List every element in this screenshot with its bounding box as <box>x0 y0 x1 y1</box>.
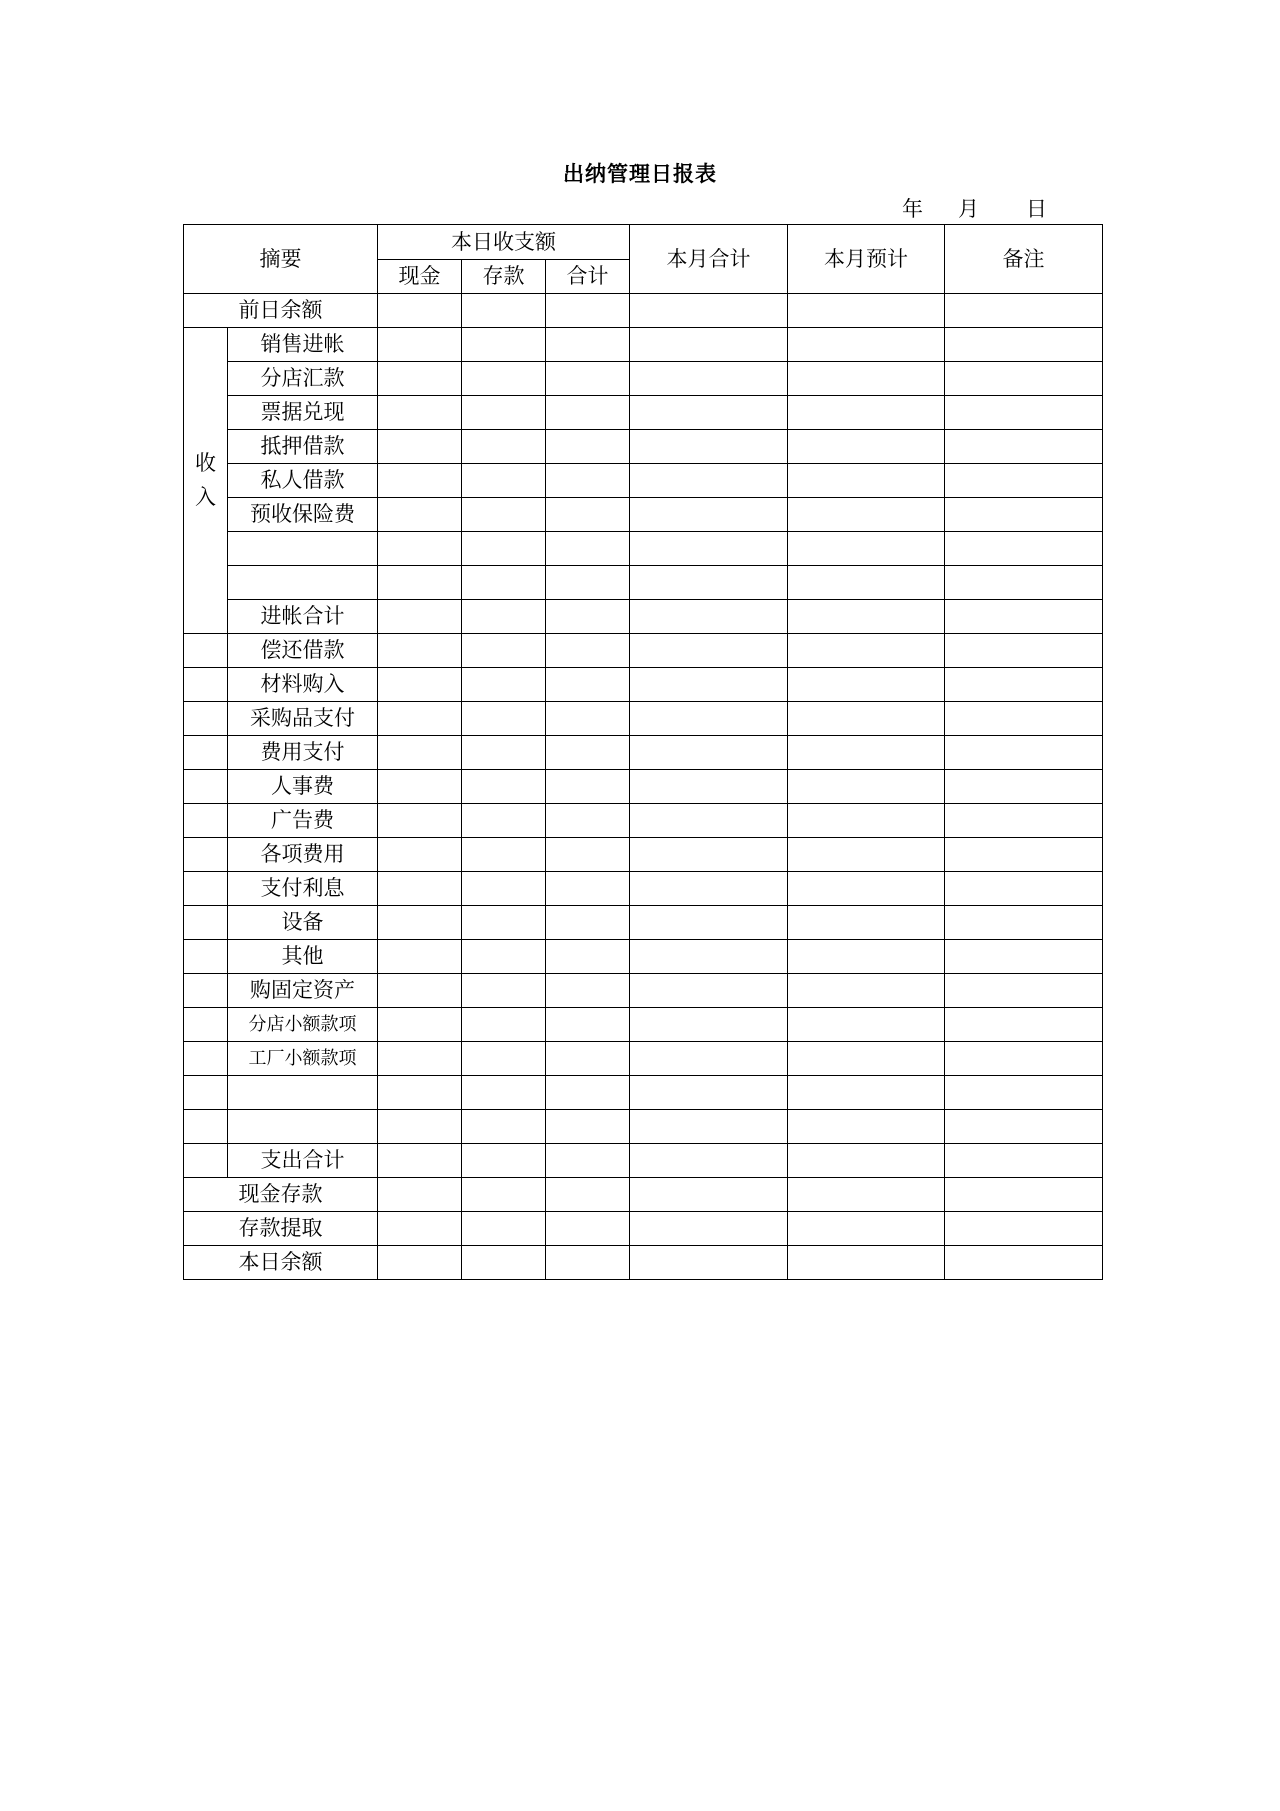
cell-month-forecast[interactable] <box>788 974 945 1008</box>
cell-cash[interactable] <box>378 1042 462 1076</box>
expense-item-label <box>228 1076 378 1110</box>
expense-group-cell <box>184 634 228 668</box>
cell-deposit[interactable] <box>462 498 546 532</box>
cell-remarks[interactable] <box>945 940 1103 974</box>
cell-month-forecast[interactable] <box>788 328 945 362</box>
cell-deposit[interactable] <box>462 464 546 498</box>
cell-deposit[interactable] <box>462 906 546 940</box>
row-expense <box>184 668 1103 702</box>
cell-deposit[interactable] <box>462 804 546 838</box>
cell-cash[interactable] <box>378 668 462 702</box>
row-income <box>184 362 1103 396</box>
cell-total[interactable] <box>546 906 630 940</box>
expense-item-label: 采购品支付 <box>228 702 378 736</box>
cell-remarks[interactable] <box>945 1110 1103 1144</box>
row-income <box>184 464 1103 498</box>
row-income <box>184 566 1103 600</box>
row-expense <box>184 1110 1103 1144</box>
cell-cash[interactable] <box>378 1144 462 1178</box>
row-expense <box>184 1144 1103 1178</box>
row-income <box>184 328 1103 362</box>
income-item-label: 抵押借款 <box>228 430 378 464</box>
cell-total[interactable] <box>546 1042 630 1076</box>
cell-remarks[interactable] <box>945 362 1103 396</box>
page-title: 出纳管理日报表 <box>563 161 717 186</box>
row-expense <box>184 1076 1103 1110</box>
cashier-daily-report-table <box>183 224 1103 1280</box>
cell-cash[interactable] <box>378 1246 462 1280</box>
cell-cash[interactable] <box>378 566 462 600</box>
header-month-total: 本月合计 <box>630 225 788 294</box>
income-item-label: 销售进帐 <box>228 328 378 362</box>
cell-cash[interactable] <box>378 396 462 430</box>
cell-remarks[interactable] <box>945 906 1103 940</box>
cell-deposit[interactable] <box>462 1008 546 1042</box>
cell-cash[interactable] <box>378 294 462 328</box>
cell-deposit[interactable] <box>462 532 546 566</box>
summary-item-label: 存款提取 <box>184 1212 378 1246</box>
expense-item-label: 费用支付 <box>228 736 378 770</box>
cell-month-forecast[interactable] <box>788 702 945 736</box>
cell-cash[interactable] <box>378 1212 462 1246</box>
expense-item-label: 支付利息 <box>228 872 378 906</box>
cell-deposit[interactable] <box>462 702 546 736</box>
cell-total[interactable] <box>546 1110 630 1144</box>
expense-item-label: 其他 <box>228 940 378 974</box>
row-income <box>184 600 1103 634</box>
row-summary <box>184 1178 1103 1212</box>
label-prev-balance: 前日余额 <box>184 294 378 328</box>
cell-remarks[interactable] <box>945 634 1103 668</box>
row-expense <box>184 770 1103 804</box>
row-income <box>184 430 1103 464</box>
cell-total[interactable] <box>546 328 630 362</box>
cell-month-total[interactable] <box>630 430 788 464</box>
cell-month-forecast[interactable] <box>788 362 945 396</box>
cell-remarks[interactable] <box>945 532 1103 566</box>
header-cash: 现金 <box>378 260 462 294</box>
cell-remarks[interactable] <box>945 1144 1103 1178</box>
cell-month-total[interactable] <box>630 1076 788 1110</box>
cell-month-total[interactable] <box>630 396 788 430</box>
row-expense <box>184 940 1103 974</box>
cell-month-total[interactable] <box>630 838 788 872</box>
cell-month-forecast[interactable] <box>788 804 945 838</box>
cell-month-forecast[interactable] <box>788 294 945 328</box>
row-expense <box>184 804 1103 838</box>
cell-remarks[interactable] <box>945 430 1103 464</box>
cell-deposit[interactable] <box>462 1076 546 1110</box>
cell-deposit[interactable] <box>462 1178 546 1212</box>
cell-total[interactable] <box>546 974 630 1008</box>
cell-month-forecast[interactable] <box>788 532 945 566</box>
expense-item-label: 支出合计 <box>228 1144 378 1178</box>
cell-remarks[interactable] <box>945 498 1103 532</box>
cell-month-total[interactable] <box>630 600 788 634</box>
expense-group-cell <box>184 940 228 974</box>
cell-remarks[interactable] <box>945 1246 1103 1280</box>
cell-deposit[interactable] <box>462 362 546 396</box>
cell-month-forecast[interactable] <box>788 1246 945 1280</box>
cell-deposit[interactable] <box>462 430 546 464</box>
income-item-label: 预收保险费 <box>228 498 378 532</box>
header-row-1 <box>184 225 1103 260</box>
cell-deposit[interactable] <box>462 838 546 872</box>
cell-month-forecast[interactable] <box>788 838 945 872</box>
date-year-label: 年 <box>902 197 923 221</box>
cell-cash[interactable] <box>378 804 462 838</box>
cell-month-forecast[interactable] <box>788 498 945 532</box>
row-expense <box>184 702 1103 736</box>
header-summary: 摘要 <box>184 225 378 294</box>
cell-month-forecast[interactable] <box>788 396 945 430</box>
expense-item-label <box>228 1110 378 1144</box>
cell-total[interactable] <box>546 1144 630 1178</box>
cell-month-forecast[interactable] <box>788 1008 945 1042</box>
cell-month-total[interactable] <box>630 294 788 328</box>
income-item-label: 私人借款 <box>228 464 378 498</box>
cell-deposit[interactable] <box>462 1042 546 1076</box>
expense-item-label: 各项费用 <box>228 838 378 872</box>
cell-month-forecast[interactable] <box>788 940 945 974</box>
expense-group-cell <box>184 668 228 702</box>
cell-remarks[interactable] <box>945 872 1103 906</box>
cell-deposit[interactable] <box>462 396 546 430</box>
cell-cash[interactable] <box>378 1178 462 1212</box>
cell-deposit[interactable] <box>462 974 546 1008</box>
cell-month-forecast[interactable] <box>788 430 945 464</box>
row-expense <box>184 872 1103 906</box>
expense-group-cell <box>184 770 228 804</box>
row-income <box>184 532 1103 566</box>
expense-item-label: 广告费 <box>228 804 378 838</box>
cell-total[interactable] <box>546 430 630 464</box>
cell-total[interactable] <box>546 362 630 396</box>
cell-month-total[interactable] <box>630 1212 788 1246</box>
cell-month-forecast[interactable] <box>788 634 945 668</box>
date-month-label: 月 <box>958 197 979 221</box>
cell-month-total[interactable] <box>630 532 788 566</box>
expense-item-label: 人事费 <box>228 770 378 804</box>
expense-item-label: 分店小额款项 <box>228 1008 378 1042</box>
expense-item-label: 偿还借款 <box>228 634 378 668</box>
row-expense <box>184 974 1103 1008</box>
row-expense <box>184 838 1103 872</box>
cell-month-total[interactable] <box>630 770 788 804</box>
expense-group-cell <box>184 1110 228 1144</box>
cell-deposit[interactable] <box>462 1110 546 1144</box>
cell-total[interactable] <box>546 804 630 838</box>
cell-total[interactable] <box>546 600 630 634</box>
cell-total[interactable] <box>546 770 630 804</box>
income-group-char: 收 <box>195 450 216 475</box>
row-expense <box>184 736 1103 770</box>
cell-remarks[interactable] <box>945 328 1103 362</box>
cell-month-total[interactable] <box>630 464 788 498</box>
cell-remarks[interactable] <box>945 294 1103 328</box>
cell-cash[interactable] <box>378 532 462 566</box>
expense-item-label: 材料购入 <box>228 668 378 702</box>
cell-remarks[interactable] <box>945 1178 1103 1212</box>
row-income <box>184 396 1103 430</box>
row-summary <box>184 1246 1103 1280</box>
cell-deposit[interactable] <box>462 736 546 770</box>
income-item-label: 进帐合计 <box>228 600 378 634</box>
cell-total[interactable] <box>546 464 630 498</box>
cell-month-total[interactable] <box>630 1144 788 1178</box>
cell-remarks[interactable] <box>945 770 1103 804</box>
header-daily-amount: 本日收支额 <box>378 225 630 260</box>
cell-remarks[interactable] <box>945 974 1103 1008</box>
expense-group-cell <box>184 736 228 770</box>
row-prev-balance <box>184 294 1103 328</box>
cell-month-forecast[interactable] <box>788 600 945 634</box>
header-total: 合计 <box>546 260 630 294</box>
cell-deposit[interactable] <box>462 1144 546 1178</box>
cell-month-total[interactable] <box>630 362 788 396</box>
cell-month-forecast[interactable] <box>788 1212 945 1246</box>
cell-month-total[interactable] <box>630 736 788 770</box>
expense-group-cell <box>184 1076 228 1110</box>
cell-month-forecast[interactable] <box>788 566 945 600</box>
cell-total[interactable] <box>546 1212 630 1246</box>
cell-total[interactable] <box>546 566 630 600</box>
cell-month-total[interactable] <box>630 702 788 736</box>
cell-remarks[interactable] <box>945 600 1103 634</box>
income-item-label: 分店汇款 <box>228 362 378 396</box>
expense-group-cell <box>184 838 228 872</box>
cell-total[interactable] <box>546 1008 630 1042</box>
cell-remarks[interactable] <box>945 1212 1103 1246</box>
income-group-label <box>184 328 228 634</box>
cell-cash[interactable] <box>378 872 462 906</box>
cell-month-forecast[interactable] <box>788 1144 945 1178</box>
cell-total[interactable] <box>546 532 630 566</box>
row-summary <box>184 1212 1103 1246</box>
expense-group-cell <box>184 906 228 940</box>
row-expense <box>184 1008 1103 1042</box>
cell-deposit[interactable] <box>462 600 546 634</box>
cell-cash[interactable] <box>378 328 462 362</box>
header-month-forecast: 本月预计 <box>788 225 945 294</box>
income-group-char: 入 <box>195 484 216 509</box>
cell-deposit[interactable] <box>462 294 546 328</box>
cell-remarks[interactable] <box>945 1076 1103 1110</box>
cell-cash[interactable] <box>378 1008 462 1042</box>
expense-group-cell <box>184 1008 228 1042</box>
cell-remarks[interactable] <box>945 1042 1103 1076</box>
cell-remarks[interactable] <box>945 736 1103 770</box>
expense-item-label: 设备 <box>228 906 378 940</box>
expense-group-cell <box>184 702 228 736</box>
cell-cash[interactable] <box>378 736 462 770</box>
cell-total[interactable] <box>546 838 630 872</box>
cell-remarks[interactable] <box>945 566 1103 600</box>
expense-group-cell <box>184 974 228 1008</box>
expense-item-label: 购固定资产 <box>228 974 378 1008</box>
cell-cash[interactable] <box>378 634 462 668</box>
cell-cash[interactable] <box>378 940 462 974</box>
cell-cash[interactable] <box>378 1110 462 1144</box>
cell-month-forecast[interactable] <box>788 770 945 804</box>
cell-month-forecast[interactable] <box>788 1178 945 1212</box>
cell-cash[interactable] <box>378 906 462 940</box>
cell-month-total[interactable] <box>630 804 788 838</box>
cell-total[interactable] <box>546 498 630 532</box>
expense-item-label: 工厂小额款项 <box>228 1042 378 1076</box>
cell-deposit[interactable] <box>462 770 546 804</box>
cell-cash[interactable] <box>378 702 462 736</box>
cell-month-total[interactable] <box>630 498 788 532</box>
cell-total[interactable] <box>546 702 630 736</box>
cell-total[interactable] <box>546 1076 630 1110</box>
cell-month-total[interactable] <box>630 872 788 906</box>
cell-month-total[interactable] <box>630 974 788 1008</box>
row-income <box>184 498 1103 532</box>
cell-cash[interactable] <box>378 498 462 532</box>
cell-month-total[interactable] <box>630 906 788 940</box>
cell-total[interactable] <box>546 634 630 668</box>
cell-month-forecast[interactable] <box>788 1076 945 1110</box>
cell-cash[interactable] <box>378 362 462 396</box>
cell-cash[interactable] <box>378 600 462 634</box>
cell-remarks[interactable] <box>945 838 1103 872</box>
cell-total[interactable] <box>546 872 630 906</box>
cell-month-total[interactable] <box>630 634 788 668</box>
cell-deposit[interactable] <box>462 328 546 362</box>
cell-month-forecast[interactable] <box>788 906 945 940</box>
cell-month-forecast[interactable] <box>788 464 945 498</box>
cell-cash[interactable] <box>378 1076 462 1110</box>
cell-cash[interactable] <box>378 974 462 1008</box>
cell-month-total[interactable] <box>630 1178 788 1212</box>
cell-month-total[interactable] <box>630 1008 788 1042</box>
cell-deposit[interactable] <box>462 668 546 702</box>
cell-total[interactable] <box>546 294 630 328</box>
cell-deposit[interactable] <box>462 1246 546 1280</box>
summary-item-label: 现金存款 <box>184 1178 378 1212</box>
cell-month-forecast[interactable] <box>788 1110 945 1144</box>
header-remarks: 备注 <box>945 225 1103 294</box>
header-deposit: 存款 <box>462 260 546 294</box>
expense-group-cell <box>184 872 228 906</box>
cell-remarks[interactable] <box>945 804 1103 838</box>
cell-remarks[interactable] <box>945 1008 1103 1042</box>
cell-month-total[interactable] <box>630 1110 788 1144</box>
row-expense <box>184 634 1103 668</box>
cell-deposit[interactable] <box>462 634 546 668</box>
cell-remarks[interactable] <box>945 464 1103 498</box>
summary-item-label: 本日余额 <box>184 1246 378 1280</box>
expense-group-cell <box>184 804 228 838</box>
cell-month-total[interactable] <box>630 940 788 974</box>
cell-month-forecast[interactable] <box>788 872 945 906</box>
cell-deposit[interactable] <box>462 940 546 974</box>
cell-month-forecast[interactable] <box>788 668 945 702</box>
expense-group-cell <box>184 1144 228 1178</box>
row-expense <box>184 906 1103 940</box>
cell-remarks[interactable] <box>945 668 1103 702</box>
cell-total[interactable] <box>546 668 630 702</box>
row-expense <box>184 1042 1103 1076</box>
cell-deposit[interactable] <box>462 1212 546 1246</box>
cell-cash[interactable] <box>378 770 462 804</box>
cell-cash[interactable] <box>378 430 462 464</box>
income-item-label <box>228 532 378 566</box>
cell-deposit[interactable] <box>462 872 546 906</box>
cell-month-total[interactable] <box>630 1042 788 1076</box>
expense-group-cell <box>184 1042 228 1076</box>
cell-month-total[interactable] <box>630 1246 788 1280</box>
cell-month-forecast[interactable] <box>788 736 945 770</box>
cell-month-total[interactable] <box>630 328 788 362</box>
cell-deposit[interactable] <box>462 566 546 600</box>
cell-cash[interactable] <box>378 464 462 498</box>
cell-total[interactable] <box>546 736 630 770</box>
date-day-label: 日 <box>1026 197 1047 221</box>
cell-cash[interactable] <box>378 838 462 872</box>
income-item-label: 票据兑现 <box>228 396 378 430</box>
cell-remarks[interactable] <box>945 396 1103 430</box>
income-item-label <box>228 566 378 600</box>
cell-month-forecast[interactable] <box>788 1042 945 1076</box>
cell-total[interactable] <box>546 396 630 430</box>
cell-month-total[interactable] <box>630 566 788 600</box>
cell-remarks[interactable] <box>945 702 1103 736</box>
cell-total[interactable] <box>546 1246 630 1280</box>
cell-total[interactable] <box>546 940 630 974</box>
cell-month-total[interactable] <box>630 668 788 702</box>
cell-total[interactable] <box>546 1178 630 1212</box>
